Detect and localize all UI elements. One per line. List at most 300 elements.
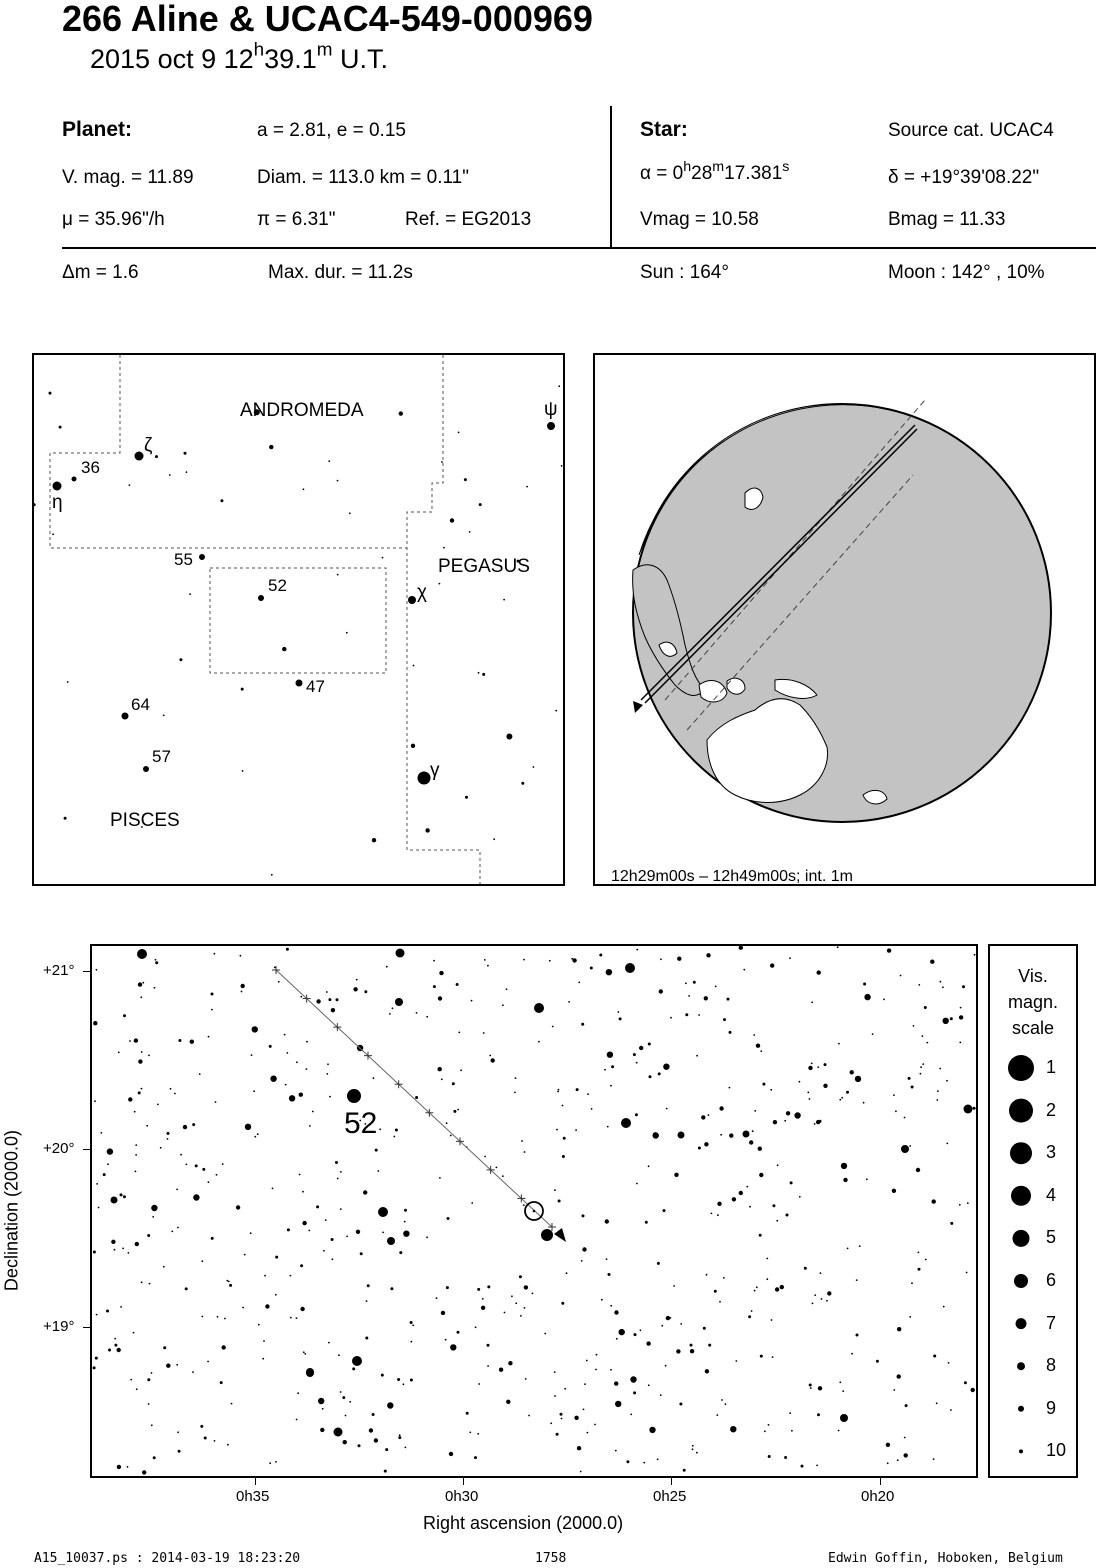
field-star (439, 583, 441, 585)
field-star (823, 1084, 827, 1088)
field-star (660, 1394, 662, 1396)
field-star (721, 1399, 723, 1401)
field-star (696, 1452, 698, 1454)
field-star (924, 1006, 927, 1009)
label-pisces: PISCES (110, 810, 180, 831)
field-star (554, 1395, 556, 1397)
footer-author: Edwin Goffin, Hoboken, Belgium (828, 1551, 1063, 1566)
sulawesi (727, 678, 745, 694)
field-star (580, 1471, 582, 1473)
field-star (413, 665, 415, 667)
field-star (251, 1054, 253, 1056)
field-star (128, 1252, 130, 1254)
dec-tickmark-21 (83, 971, 91, 972)
field-star (163, 715, 165, 717)
star-ra-m: m (712, 159, 725, 176)
field-star (149, 1283, 151, 1285)
field-star (942, 986, 944, 988)
field-star (142, 982, 144, 984)
field-star (491, 1058, 495, 1062)
field-star (897, 1327, 901, 1331)
field-star (911, 1282, 913, 1284)
field-star (211, 1237, 214, 1240)
field-star (841, 1097, 843, 1099)
field-star (908, 1077, 911, 1080)
label-36: 36 (81, 458, 100, 477)
field-star (98, 1207, 100, 1209)
event-datetime (90, 39, 388, 75)
field-star (415, 1096, 418, 1099)
field-star (169, 474, 171, 476)
field-star (752, 1130, 754, 1132)
field-star (674, 1173, 678, 1177)
field-star (751, 1310, 753, 1312)
field-star (775, 1287, 779, 1291)
field-star (818, 1386, 822, 1390)
field-star (336, 998, 339, 1001)
field-star (96, 1314, 98, 1316)
field-star (525, 1378, 527, 1380)
field-star (393, 1136, 395, 1138)
field-star (136, 1388, 138, 1390)
star-right-ascension (640, 159, 790, 185)
field-star (441, 461, 443, 463)
field-star (306, 1041, 308, 1043)
field-star (284, 1034, 286, 1036)
field-star (936, 1402, 938, 1404)
field-star (698, 1014, 700, 1016)
field-star (214, 1440, 216, 1442)
field-star (619, 1017, 622, 1020)
field-star (379, 1128, 381, 1130)
field-star (163, 1346, 166, 1349)
field-star (717, 1214, 719, 1216)
field-star (174, 1093, 176, 1095)
field-star (633, 1391, 636, 1394)
field-star (346, 1236, 348, 1238)
field-star (129, 484, 131, 486)
field-star (762, 1083, 765, 1086)
field-star (241, 688, 244, 691)
ra-tickmark (880, 1478, 881, 1485)
chart-star (111, 1197, 118, 1204)
field-star (220, 499, 223, 502)
field-star (897, 1374, 901, 1378)
field-star (670, 1017, 672, 1019)
field-star (328, 998, 331, 1001)
star-vmag: Vmag = 10.58 (640, 209, 759, 230)
field-star (514, 1092, 516, 1094)
field-star (93, 1366, 96, 1369)
field-star (453, 1110, 456, 1113)
field-star (474, 1456, 477, 1459)
field-star (753, 1034, 755, 1036)
event-ut: U.T. (332, 44, 388, 74)
field-star (242, 1307, 244, 1309)
field-star (487, 965, 489, 967)
field-star (257, 1133, 259, 1135)
field-star (584, 1383, 586, 1385)
field-star (950, 1017, 953, 1020)
field-star (719, 1301, 721, 1303)
field-star (521, 1140, 523, 1142)
field-star (856, 1279, 858, 1281)
field-star (561, 1418, 563, 1420)
field-star (135, 1171, 137, 1173)
field-star (176, 1189, 178, 1191)
field-star (577, 1446, 581, 1450)
field-star (519, 1275, 522, 1278)
field-star (170, 1088, 172, 1090)
finder-labels (52, 399, 558, 831)
event-date: 2015 oct 9 12 (90, 44, 254, 74)
field-star (392, 1007, 394, 1009)
field-star (807, 1092, 809, 1094)
chart-star (352, 1356, 362, 1366)
field-star (727, 998, 730, 1001)
field-star (356, 979, 358, 981)
field-star (619, 1329, 625, 1335)
field-star (426, 1016, 428, 1018)
label-chi: χ (417, 582, 427, 603)
asteroid-path (276, 970, 552, 1227)
field-star (766, 1278, 768, 1280)
field-star (630, 1376, 636, 1382)
chart-star (621, 1118, 631, 1128)
legend-dot-10 (1019, 1449, 1023, 1453)
field-star (523, 1204, 525, 1206)
planet-vmag: V. mag. = 11.89 (62, 167, 194, 188)
field-star (904, 1117, 906, 1119)
field-star (387, 1402, 393, 1408)
field-star (479, 503, 482, 506)
field-star (636, 1183, 638, 1185)
field-star (590, 967, 593, 970)
field-star (558, 1200, 561, 1203)
field-star (151, 1424, 153, 1426)
label-64: 64 (131, 695, 150, 714)
field-star (777, 1164, 779, 1166)
field-star (905, 1404, 908, 1407)
field-star (648, 1043, 651, 1046)
field-star (578, 982, 580, 984)
field-star (524, 1307, 526, 1309)
field-star (302, 1191, 304, 1193)
field-star (511, 1295, 513, 1297)
field-star (337, 1178, 339, 1180)
field-star (271, 874, 273, 876)
field-star (658, 1072, 661, 1075)
field-star (677, 957, 681, 961)
field-star (272, 1188, 274, 1190)
field-star (342, 1396, 345, 1399)
field-star (562, 1155, 565, 1158)
field-star (643, 1462, 645, 1464)
field-star (167, 1132, 170, 1135)
field-star (606, 969, 612, 975)
field-star (503, 599, 505, 601)
field-star (241, 984, 245, 988)
field-star (426, 1236, 428, 1238)
field-star (729, 1031, 732, 1034)
direction-arrow-icon (633, 701, 643, 713)
field-star (471, 1000, 473, 1002)
field-star (433, 985, 436, 988)
field-star (821, 1298, 823, 1300)
field-star (325, 1219, 327, 1221)
field-star (129, 1040, 131, 1042)
star-ra-prefix: α = 0 (640, 163, 684, 184)
field-star (615, 1450, 617, 1452)
field-star (252, 1026, 258, 1032)
field-star (166, 1364, 170, 1368)
field-star (250, 1232, 252, 1234)
field-star (582, 1247, 586, 1251)
field-star (911, 1086, 914, 1089)
field-star (389, 1013, 391, 1015)
field-star (96, 969, 98, 971)
field-star (403, 1383, 405, 1385)
field-star (337, 480, 339, 482)
field-star (269, 1045, 272, 1048)
field-star (739, 946, 743, 950)
label-52-chart: 52 (344, 1107, 378, 1140)
field-star (358, 1444, 361, 1447)
field-star (269, 445, 273, 449)
star-bmag: Bmag = 11.33 (888, 209, 1006, 230)
ra-tick-0h20: 0h20 (861, 1488, 895, 1505)
field-star (114, 1344, 117, 1347)
field-star (640, 1329, 642, 1331)
field-star (254, 1136, 256, 1138)
field-star (375, 1149, 378, 1152)
field-star (478, 1383, 480, 1385)
field-star (665, 1365, 667, 1367)
field-star (657, 1262, 660, 1265)
earth-disc (633, 404, 1051, 822)
field-star (275, 1294, 277, 1296)
chart-star (395, 998, 403, 1006)
field-star (789, 1412, 791, 1414)
field-star (493, 838, 495, 840)
field-star (456, 983, 459, 986)
field-star (153, 1456, 156, 1459)
field-star (328, 460, 330, 462)
field-star (574, 1416, 578, 1420)
dec-tick-19: +19° (43, 1318, 75, 1335)
legend-dot-9 (1018, 1406, 1024, 1412)
field-star (296, 1061, 298, 1063)
field-star (748, 1315, 751, 1318)
field-star (289, 1095, 295, 1101)
field-star (34, 503, 36, 506)
field-star (506, 1400, 510, 1404)
chart-star (964, 1105, 973, 1114)
field-star (850, 1070, 854, 1074)
field-star (160, 1147, 162, 1149)
field-star (758, 1147, 762, 1151)
field-star (303, 488, 305, 490)
field-star (201, 1260, 203, 1262)
chart-star (840, 1414, 848, 1422)
field-star (483, 1032, 485, 1034)
field-star (943, 1018, 949, 1024)
field-star (318, 1398, 324, 1404)
field-star (799, 1081, 801, 1083)
field-star (768, 1455, 771, 1458)
field-star (922, 1035, 924, 1037)
field-star (730, 1426, 736, 1432)
field-star (817, 1066, 819, 1068)
field-star (895, 1110, 897, 1112)
footer-number: 1758 (535, 1551, 567, 1566)
field-star (269, 1462, 271, 1464)
field-star (373, 1077, 375, 1079)
field-star (114, 1249, 116, 1251)
planet-motion: μ = 35.96"/h (62, 209, 165, 230)
star-header: Star: (640, 118, 688, 141)
field-star (147, 1234, 150, 1237)
field-star (377, 1170, 379, 1172)
field-star (811, 1001, 813, 1003)
field-star (526, 486, 528, 488)
field-star (302, 1221, 306, 1225)
field-star (610, 1085, 612, 1087)
field-star (630, 1414, 632, 1416)
star-55 (199, 554, 205, 560)
star-ra-h: h (683, 159, 692, 176)
field-star (715, 986, 717, 988)
field-star (705, 1369, 709, 1373)
field-star (135, 1154, 137, 1156)
field-star (390, 1287, 393, 1290)
label-57: 57 (152, 747, 171, 766)
field-star (617, 1011, 619, 1013)
field-star (155, 455, 158, 458)
field-star (626, 1460, 629, 1463)
field-star (948, 1362, 950, 1364)
field-star (322, 1408, 324, 1410)
field-star (809, 1384, 812, 1387)
field-star (107, 1163, 109, 1165)
asteroid-position-center (533, 1210, 536, 1213)
field-star (184, 452, 187, 455)
field-star (648, 1384, 650, 1386)
field-star (735, 1360, 737, 1362)
field-star (892, 1189, 896, 1193)
field-star (773, 1120, 777, 1124)
field-star (296, 1317, 298, 1319)
field-star (452, 1082, 455, 1085)
field-star (706, 1274, 708, 1276)
field-star (200, 1425, 203, 1428)
field-star (506, 734, 512, 740)
label-55: 55 (174, 550, 193, 569)
field-star (178, 1039, 181, 1042)
field-star (608, 1273, 611, 1276)
field-star (306, 1068, 308, 1070)
ra-tick-0h30: 0h30 (445, 1488, 479, 1505)
field-star (962, 985, 965, 988)
field-star (950, 1409, 952, 1411)
field-star (930, 960, 934, 964)
field-star (167, 1138, 169, 1140)
legend-dot-3 (1010, 1142, 1032, 1164)
field-star (436, 1297, 438, 1299)
field-star (120, 1306, 122, 1308)
field-star (331, 1008, 335, 1012)
legend-label-6: 6 (1046, 1270, 1057, 1290)
field-star (558, 385, 560, 387)
field-star (550, 1422, 552, 1424)
field-star (278, 981, 280, 983)
field-star (886, 1443, 890, 1447)
field-star (851, 1353, 853, 1355)
field-star (337, 574, 339, 576)
label-gamma: γ (430, 760, 440, 781)
field-star (216, 1174, 218, 1176)
field-star (523, 959, 525, 961)
field-star (916, 1168, 920, 1172)
field-star (282, 647, 286, 651)
field-star (663, 1209, 666, 1212)
field-star (275, 1461, 277, 1463)
field-star (489, 1055, 491, 1057)
ra-tickmark (255, 1478, 256, 1485)
field-star (646, 1341, 650, 1345)
legend-label-10: 10 (1046, 1440, 1067, 1461)
field-star (636, 949, 638, 951)
field-star (786, 1214, 789, 1217)
field-star (809, 1098, 811, 1100)
field-star (410, 1321, 413, 1324)
field-star (764, 1431, 766, 1433)
field-star (416, 1012, 418, 1014)
label-pegasus: PEGASUS (438, 556, 530, 577)
field-star (706, 953, 710, 957)
field-star (151, 1205, 157, 1211)
field-star (599, 954, 602, 957)
field-star (717, 1202, 721, 1206)
field-star (959, 1042, 961, 1044)
field-star (558, 1089, 560, 1091)
field-star (117, 1348, 121, 1352)
field-star (133, 1332, 135, 1334)
field-star (552, 1026, 554, 1028)
field-star (933, 1458, 935, 1460)
field-star (659, 989, 663, 993)
field-star (616, 1338, 618, 1340)
field-star (438, 1067, 442, 1071)
star-64 (122, 713, 129, 720)
legend-label-7: 7 (1046, 1312, 1057, 1333)
field-star (893, 1094, 895, 1096)
star-ra-minutes: 28 (691, 163, 713, 184)
field-star (922, 1063, 924, 1065)
field-star (484, 1156, 486, 1158)
field-star (152, 1216, 154, 1218)
field-star (157, 1104, 159, 1106)
chart-star (625, 963, 635, 973)
field-star (555, 710, 557, 712)
field-star (304, 1353, 306, 1355)
field-star (515, 1077, 517, 1079)
field-star (587, 1432, 589, 1434)
field-star (103, 1173, 106, 1176)
field-star (411, 1341, 413, 1343)
field-star (346, 632, 348, 634)
field-star (484, 959, 486, 961)
